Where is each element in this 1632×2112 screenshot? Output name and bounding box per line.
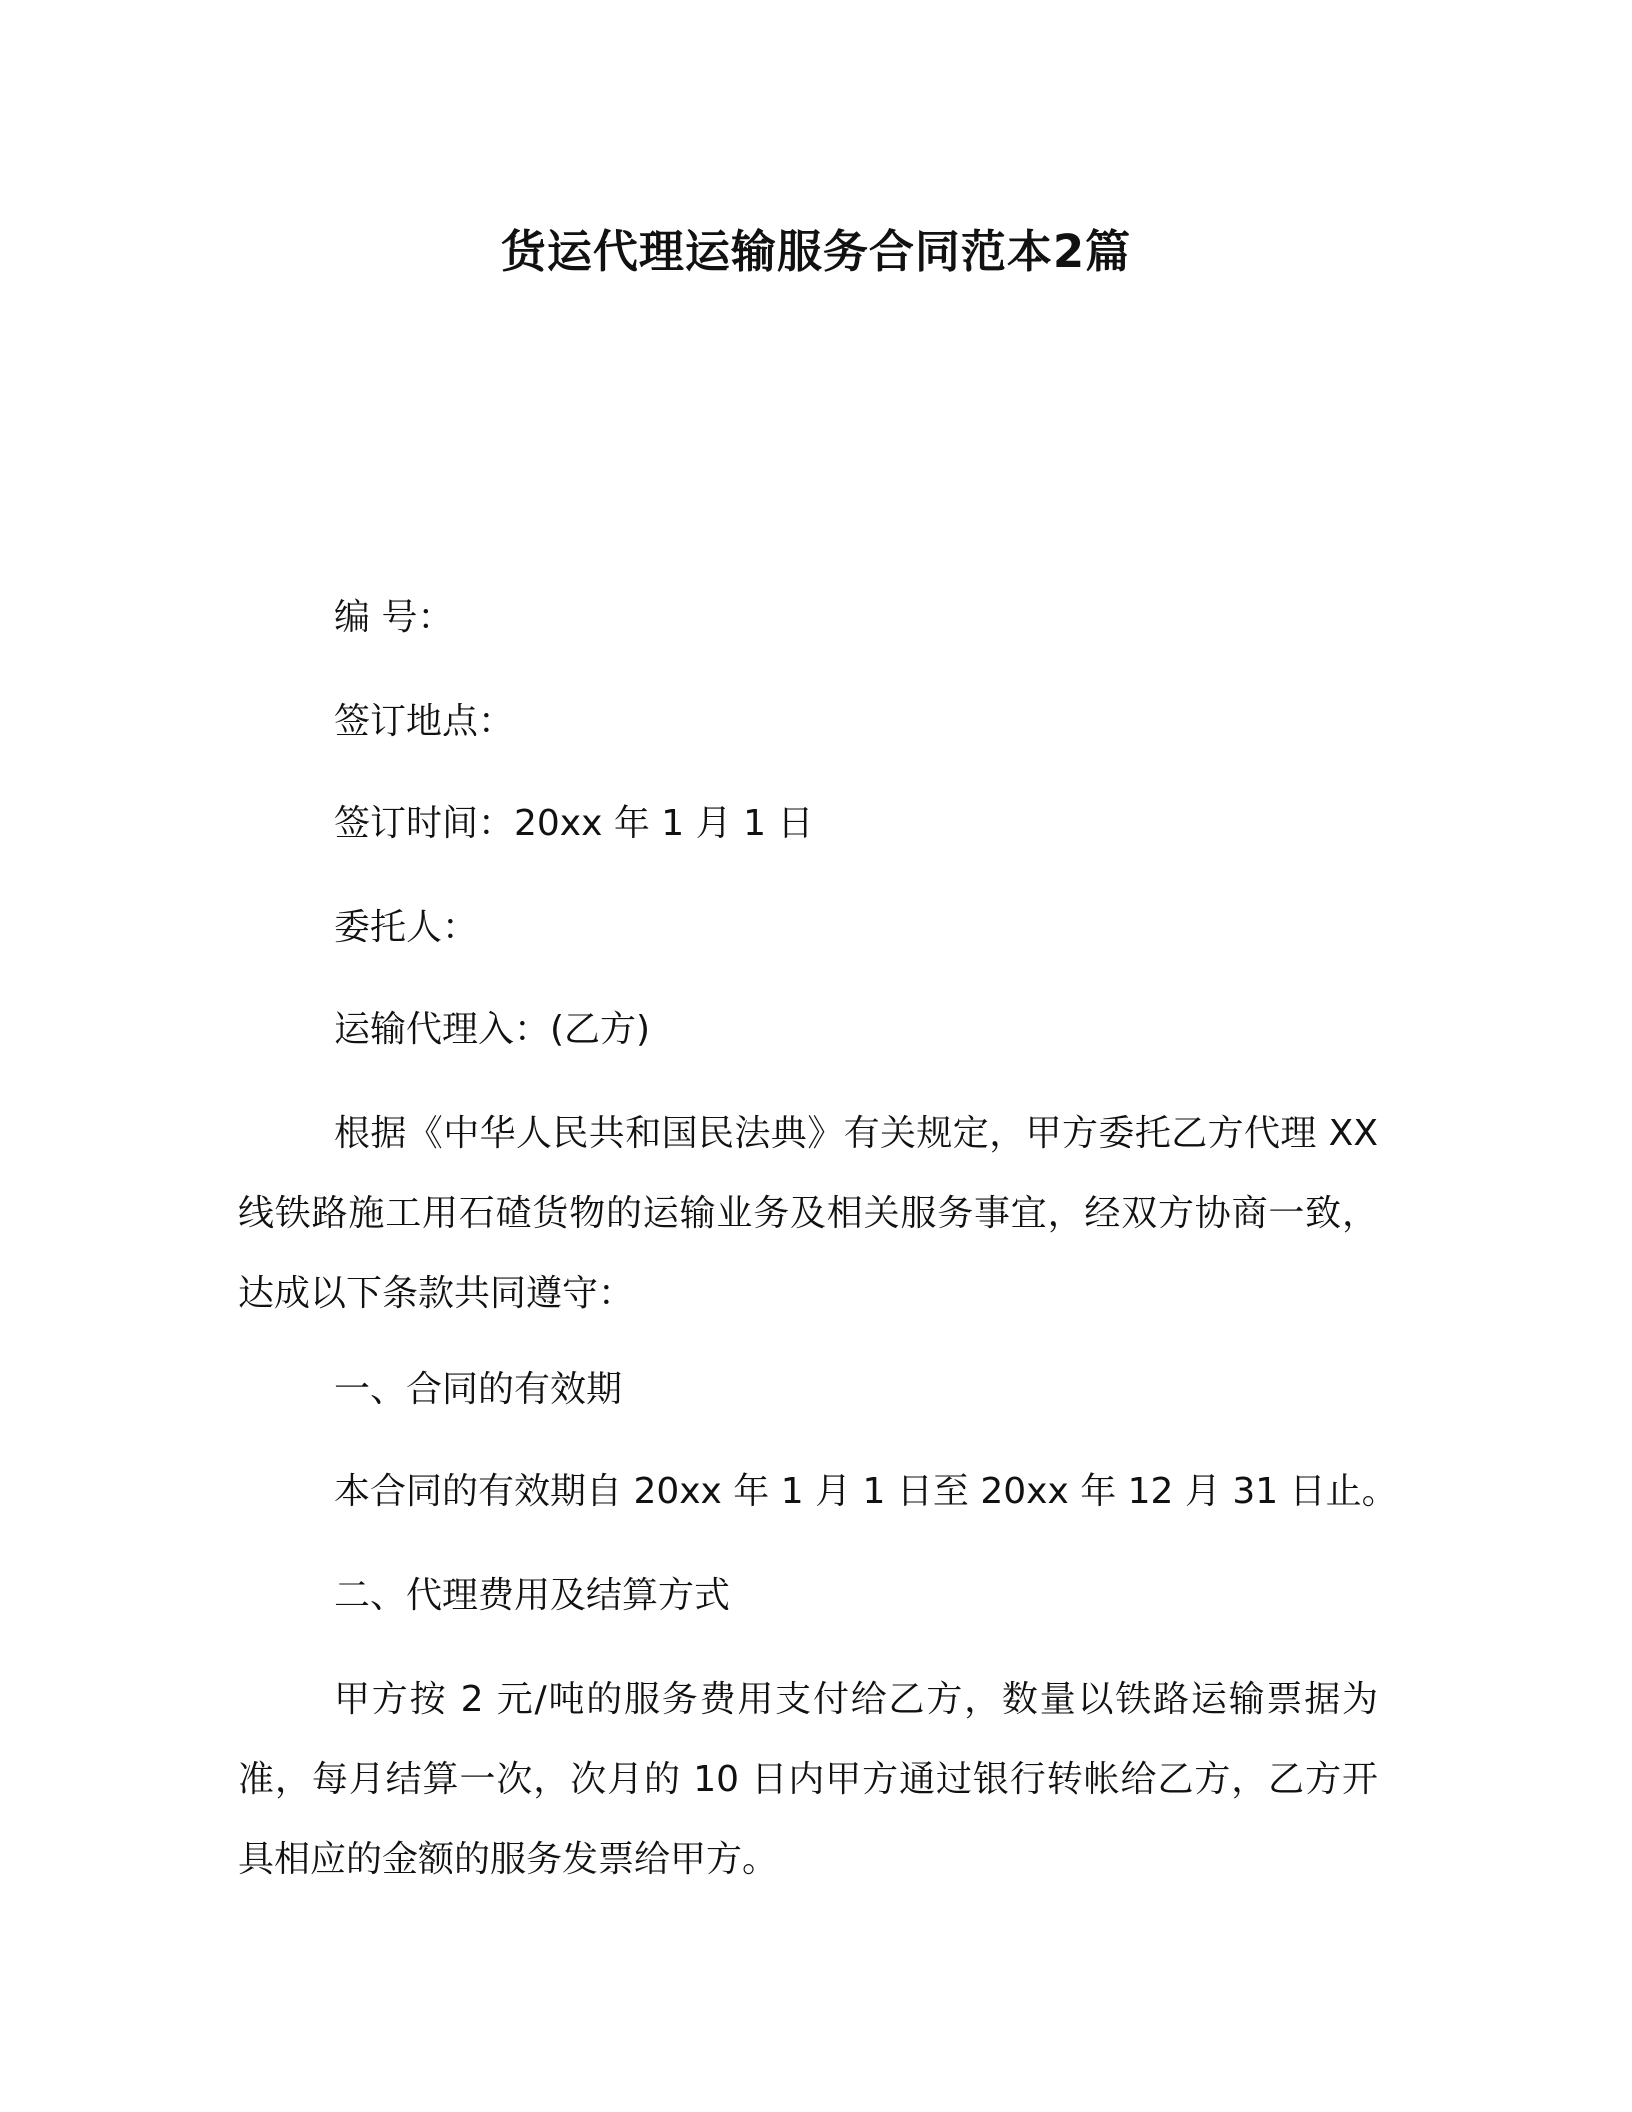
field-number: 编 号：: [334, 597, 454, 638]
section-heading-fees: 二、代理费用及结算方式: [334, 1575, 731, 1616]
document-title: 货运代理运输服务合同范本2篇: [500, 225, 1132, 278]
field-agent: 运输代理入：(乙方): [334, 1009, 651, 1050]
field-sign-place: 签订地点：: [334, 701, 515, 742]
field-client: 委托人：: [334, 907, 479, 948]
intro-paragraph: 根据《中华人民共和国民法典》有关规定，甲方委托乙方代理 XX 线铁路施工用石碴货物的运输业务及相关服务事宜，经双方协商一致，达成以下条款共同遵守：: [238, 1113, 1378, 1314]
section-body-validity: 本合同的有效期自 20xx 年 1 月 1 日至 20xx 年 12 月 31 日止。: [334, 1471, 1398, 1512]
section-heading-validity: 一、合同的有效期: [334, 1369, 623, 1410]
section-body-fees: 甲方按 2 元/吨的服务费用支付给乙方，数量以铁路运输票据为准，每月结算一次，次月的 10 日内甲方通过银行转帐给乙方，乙方开具相应的金额的服务发票给甲方。: [238, 1679, 1378, 1880]
field-sign-time: 签订时间：20xx 年 1 月 1 日: [334, 803, 814, 844]
